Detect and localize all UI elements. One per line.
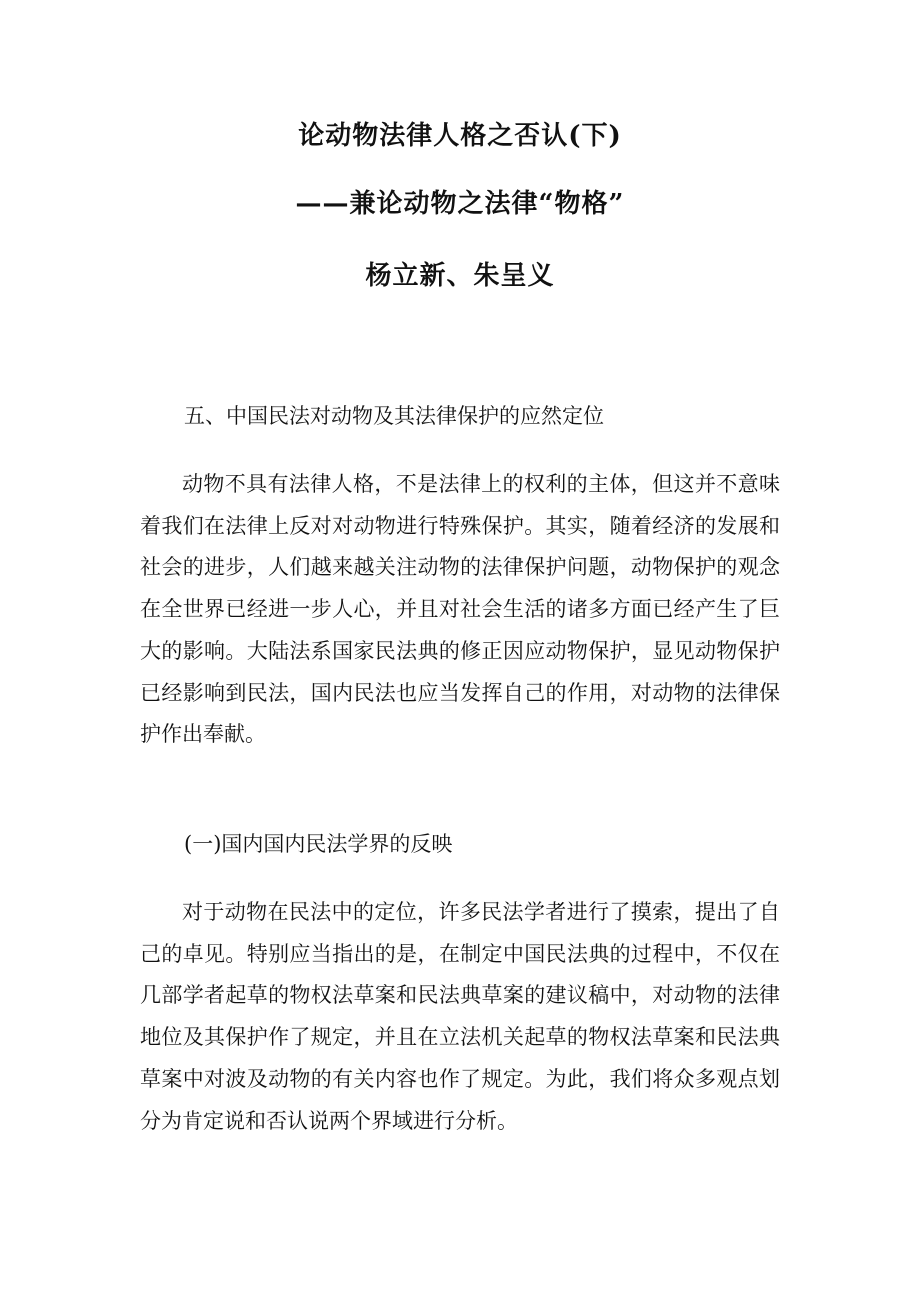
subsection-heading-1: (一)国内国内民法学界的反映 bbox=[184, 832, 453, 856]
document-authors: 杨立新、朱呈义 bbox=[365, 261, 555, 291]
section-heading-5: 五、中国民法对动物及其法律保护的应然定位 bbox=[184, 404, 604, 428]
document-subtitle: ——兼论动物之法律“物格” bbox=[295, 189, 625, 219]
document-title: 论动物法律人格之否认(下) bbox=[298, 121, 622, 151]
section-5-paragraph: 动物不具有法律人格，不是法律上的权利的主体，但这并不意味着我们在法律上反对对动物进行特殊保护。其实，随着经济的发展和社会的进步，人们越来越关注动物的法律保护问题，动物保护的观念在全世界已经进一步人心，并且对社会生活的诸多方面已经产生了巨大的影响。大陆法系国家民法典的修正因应动物保护，显见动物保护已经影响到民法，国内民法也应当发挥自己的作用，对动物的法律保护作出奉献。 bbox=[140, 472, 780, 747]
subsection-1-paragraph: 对于动物在民法中的定位，许多民法学者进行了摸索，提出了自己的卓见。特别应当指出的是，在制定中国民法典的过程中，不仅在几部学者起草的物权法草案和民法典草案的建议稿中，对动物的法律地位及其保护作了规定，并且在立法机关起草的物权法草案和民法典草案中对波及动物的有关内容也作了规定。为此，我们将众多观点划分为肯定说和否认说两个界域进行分析。 bbox=[140, 900, 780, 1133]
